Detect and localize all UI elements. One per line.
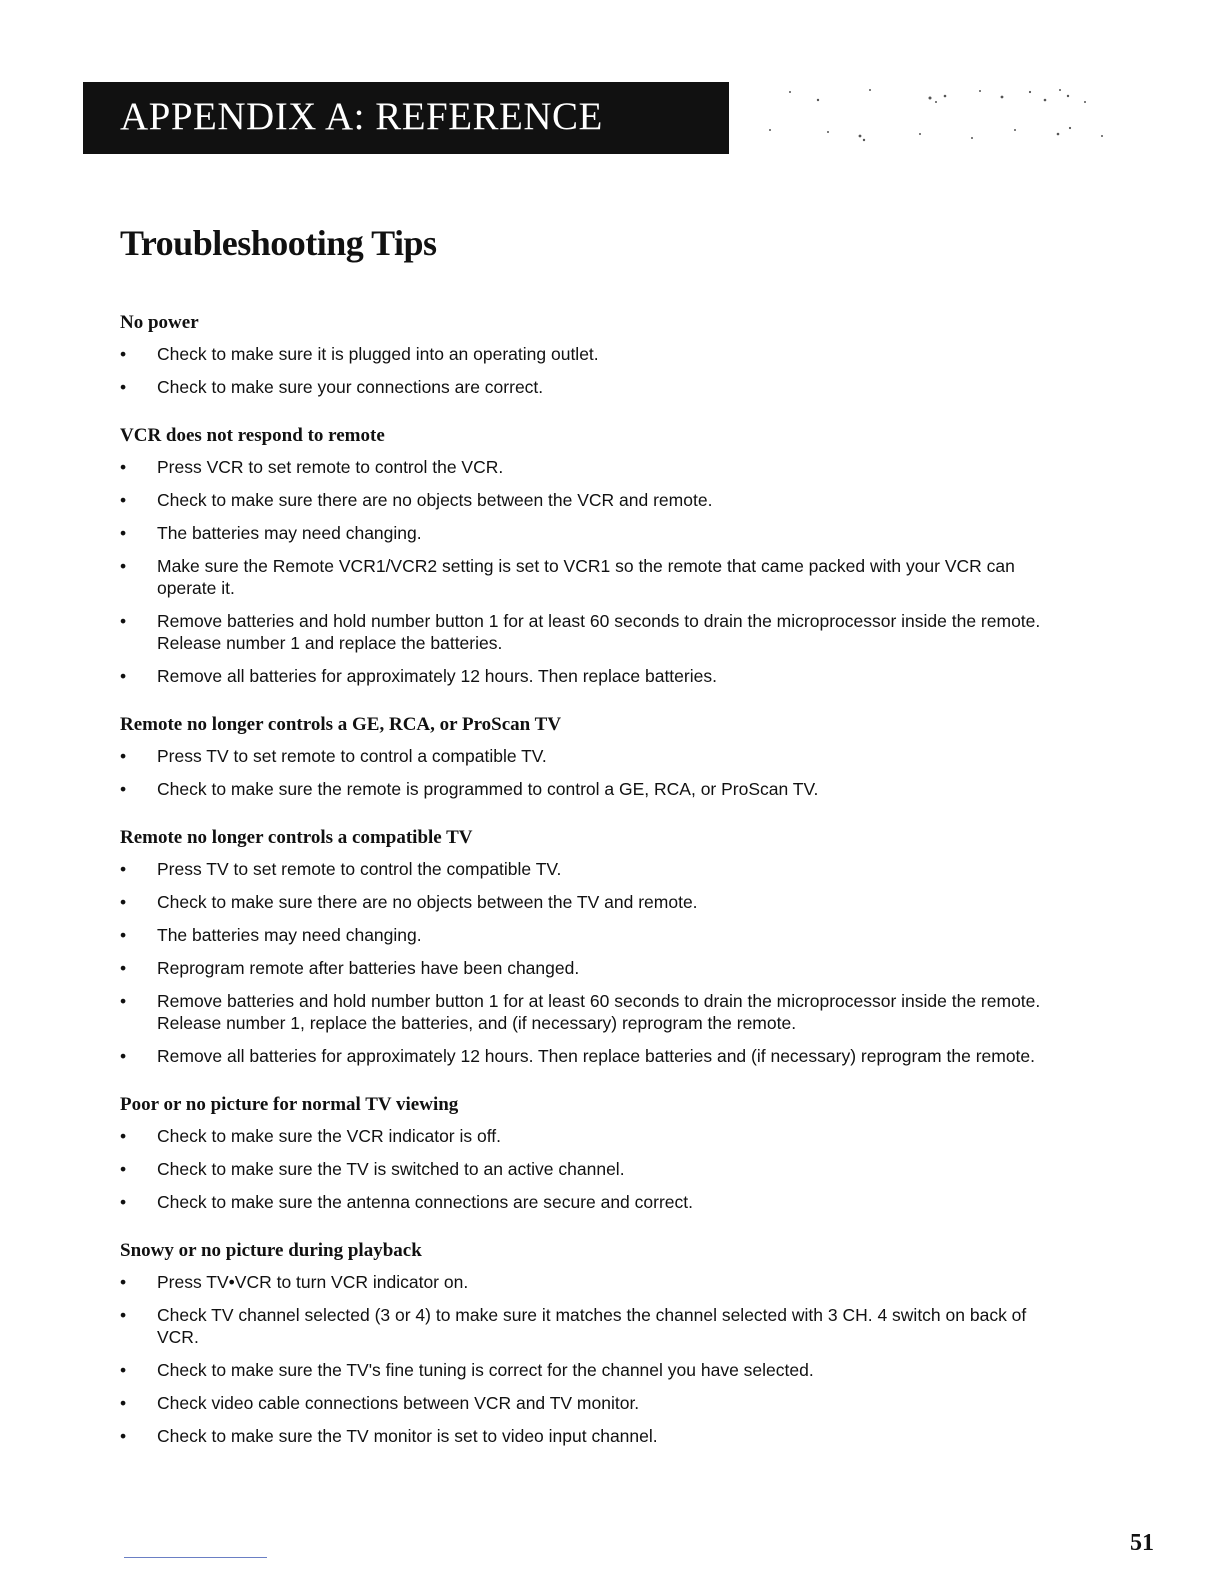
list-item-text: Remove batteries and hold number button 1 for at least 60 seconds to drain the microprocessor inside the remote. Release number 1 and replace the batteries. <box>157 611 1041 653</box>
bullet-icon: • <box>120 1305 127 1325</box>
list-item-text: The batteries may need changing. <box>157 523 422 543</box>
bullet-icon: • <box>120 1159 127 1179</box>
list-item <box>120 555 1060 599</box>
appendix-banner <box>83 82 729 154</box>
troubleshooting-section <box>120 310 1060 398</box>
section-heading: No power <box>120 312 199 333</box>
section-heading: Remote no longer controls a GE, RCA, or ProScan TV <box>120 714 562 735</box>
list-item <box>120 376 1060 398</box>
list-item <box>120 1158 1060 1180</box>
list-item <box>120 522 1060 544</box>
print-speckle-decoration <box>740 78 1140 158</box>
list-item <box>120 891 1060 913</box>
list-item <box>120 1191 1060 1213</box>
troubleshooting-section <box>120 423 1060 687</box>
list-item <box>120 1271 1060 1293</box>
list-item-text: Press TV to set remote to control the compatible TV. <box>157 859 562 879</box>
bullet-icon: • <box>120 1393 127 1413</box>
bullet-list <box>120 1125 1060 1213</box>
list-item <box>120 1125 1060 1147</box>
bullet-icon: • <box>120 1046 127 1066</box>
bullet-icon: • <box>120 490 127 510</box>
list-item-text: Check to make sure it is plugged into an operating outlet. <box>157 344 599 364</box>
troubleshooting-section <box>120 1092 1060 1213</box>
bullet-list <box>120 456 1060 687</box>
bullet-icon: • <box>120 1272 127 1292</box>
bullet-icon: • <box>120 859 127 879</box>
list-item <box>120 1425 1060 1447</box>
page-number: 51 <box>1130 1530 1154 1556</box>
section-heading: Remote no longer controls a compatible TV <box>120 827 473 848</box>
section-heading: Snowy or no picture during playback <box>120 1240 422 1261</box>
list-item-text: Check to make sure the TV monitor is set to video input channel. <box>157 1426 658 1446</box>
list-item <box>120 990 1060 1034</box>
list-item <box>120 957 1060 979</box>
list-item-text: Press TV•VCR to turn VCR indicator on. <box>157 1272 469 1292</box>
list-item-text: Check TV channel selected (3 or 4) to make sure it matches the channel selected with 3 CH. 4 switch on back of VCR. <box>157 1305 1027 1347</box>
bullet-icon: • <box>120 746 127 766</box>
list-item-text: Remove all batteries for approximately 12 hours. Then replace batteries and (if necessary) reprogram the remote. <box>157 1046 1036 1066</box>
list-item-text: Check to make sure there are no objects between the TV and remote. <box>157 892 698 912</box>
list-item <box>120 778 1060 800</box>
list-item <box>120 610 1060 654</box>
bullet-icon: • <box>120 1126 127 1146</box>
list-item <box>120 665 1060 687</box>
bullet-icon: • <box>120 344 127 364</box>
bullet-icon: • <box>120 1360 127 1380</box>
list-item-text: Check to make sure the TV's fine tuning is correct for the channel you have selected. <box>157 1360 814 1380</box>
list-item-text: Make sure the Remote VCR1/VCR2 setting is set to VCR1 so the remote that came packed with your VCR can operate it. <box>157 556 1015 598</box>
list-item <box>120 745 1060 767</box>
list-item-text: Check to make sure there are no objects between the VCR and remote. <box>157 490 713 510</box>
list-item <box>120 924 1060 946</box>
list-item <box>120 456 1060 478</box>
bullet-icon: • <box>120 377 127 397</box>
troubleshooting-section <box>120 825 1060 1067</box>
bullet-icon: • <box>120 666 127 686</box>
list-item-text: Check to make sure your connections are correct. <box>157 377 544 397</box>
bullet-icon: • <box>120 892 127 912</box>
list-item-text: The batteries may need changing. <box>157 925 422 945</box>
bullet-icon: • <box>120 958 127 978</box>
list-item <box>120 343 1060 365</box>
list-item-text: Reprogram remote after batteries have been changed. <box>157 958 580 978</box>
footer-rule <box>124 1557 267 1558</box>
list-item-text: Check to make sure the VCR indicator is off. <box>157 1126 501 1146</box>
page-title: Troubleshooting Tips <box>120 223 437 263</box>
list-item-text: Check to make sure the TV is switched to an active channel. <box>157 1159 625 1179</box>
bullet-icon: • <box>120 925 127 945</box>
bullet-icon: • <box>120 991 127 1011</box>
list-item <box>120 1359 1060 1381</box>
list-item-text: Check to make sure the remote is programmed to control a GE, RCA, or ProScan TV. <box>157 779 819 799</box>
bullet-list <box>120 858 1060 1067</box>
section-heading: Poor or no picture for normal TV viewing <box>120 1094 459 1115</box>
list-item-text: Press VCR to set remote to control the VCR. <box>157 457 504 477</box>
list-item-text: Remove batteries and hold number button 1 for at least 60 seconds to drain the microprocessor inside the remote. Release number 1, replace the batteries, and (if necessary) reprogram the remote. <box>157 991 1041 1033</box>
bullet-icon: • <box>120 457 127 477</box>
list-item <box>120 1045 1060 1067</box>
list-item <box>120 1304 1060 1348</box>
list-item <box>120 858 1060 880</box>
list-item <box>120 489 1060 511</box>
bullet-icon: • <box>120 1426 127 1446</box>
bullet-icon: • <box>120 556 127 576</box>
list-item-text: Check to make sure the antenna connections are secure and correct. <box>157 1192 693 1212</box>
bullet-icon: • <box>120 779 127 799</box>
list-item <box>120 1392 1060 1414</box>
bullet-icon: • <box>120 611 127 631</box>
troubleshooting-section <box>120 712 1060 800</box>
bullet-list <box>120 343 1060 398</box>
troubleshooting-section <box>120 1238 1060 1447</box>
troubleshooting-sections <box>120 310 1060 1472</box>
list-item-text: Check video cable connections between VCR and TV monitor. <box>157 1393 640 1413</box>
bullet-icon: • <box>120 523 127 543</box>
bullet-list <box>120 1271 1060 1447</box>
bullet-icon: • <box>120 1192 127 1212</box>
list-item-text: Press TV to set remote to control a compatible TV. <box>157 746 547 766</box>
section-heading: VCR does not respond to remote <box>120 425 385 446</box>
list-item-text: Remove all batteries for approximately 12 hours. Then replace batteries. <box>157 666 717 686</box>
bullet-list <box>120 745 1060 800</box>
banner-title: APPENDIX A: REFERENCE <box>120 95 603 138</box>
